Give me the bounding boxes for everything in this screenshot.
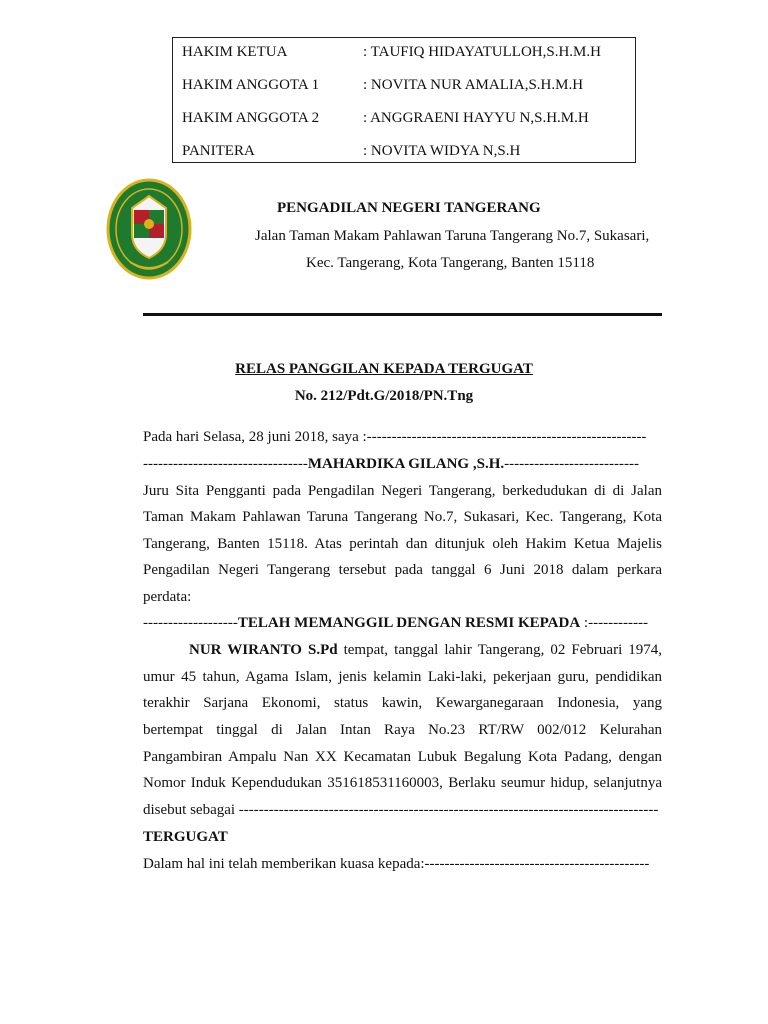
judge-role: PANITERA <box>182 143 255 159</box>
summon-heading: TELAH MEMANGGIL DENGAN RESMI KEPADA <box>237 615 581 631</box>
paragraph-line: terakhir Sarjana Ekonomi, status kawin, Kewarganegaraan Indonesia, yang <box>143 695 662 711</box>
judge-role: HAKIM ANGGOTA 1 <box>182 77 320 93</box>
defendant-details: tempat, tanggal lahir Tangerang, 02 Februari 1974, <box>337 642 662 658</box>
court-name: PENGADILAN NEGERI TANGERANG <box>277 200 541 216</box>
tergugat-label: TERGUGAT <box>143 829 228 845</box>
paragraph-line: bertempat tinggal di Jalan Intan Raya No.23 RT/RW 002/012 Kelurahan <box>143 722 662 738</box>
paragraph-line: disebut sebagai ------------------------------------------------------------------------------------ <box>143 802 659 818</box>
defendant-name: NUR WIRANTO S.Pd <box>189 642 338 658</box>
paragraph-line: Nomor Induk Kependudukan 351618531160003, Berlaku seumur hidup, selanjutnya <box>143 775 662 791</box>
court-address-line2: Kec. Tangerang, Kota Tangerang, Banten 15118 <box>306 255 595 271</box>
dash-fill: --------------------------- <box>504 456 639 472</box>
judge-name: : NOVITA NUR AMALIA,S.H.M.H <box>363 77 584 93</box>
paragraph-line: Taman Makam Pahlawan Taruna Tangerang No.7, Sukasari, Kec. Tangerang, Kota <box>143 509 662 525</box>
judge-name: : NOVITA WIDYA N,S.H <box>363 143 521 159</box>
paragraph-line: umur 45 tahun, Agama Islam, jenis kelamin Laki-laki, pekerjaan guru, pendidikan <box>143 669 662 685</box>
summon-line <box>143 612 662 634</box>
judges-panel <box>172 37 636 163</box>
judge-name: : ANGGRAENI HAYYU N,S.H.M.H <box>363 110 589 126</box>
dash-fill: ------------------- <box>143 615 238 631</box>
judge-role: HAKIM ANGGOTA 2 <box>182 110 320 126</box>
court-emblem-icon <box>106 178 192 280</box>
judge-name: : TAUFIQ HIDAYATULLOH,S.H.M.H <box>363 44 601 60</box>
opening-line: Pada hari Selasa, 28 juni 2018, saya :-------------------------------------------------------- <box>143 429 647 445</box>
dash-fill: --------------------------------- <box>143 456 308 472</box>
paragraph-line: Juru Sita Pengganti pada Pengadilan Negeri Tangerang, berkedudukan di di Jalan <box>143 483 662 499</box>
defendant-line <box>189 639 662 661</box>
court-address-line1: Jalan Taman Makam Pahlawan Taruna Tangerang No.7, Sukasari, <box>255 228 650 244</box>
dash-fill: :------------ <box>580 615 649 631</box>
paragraph-line: perdata: <box>143 589 192 605</box>
document-title: RELAS PANGGILAN KEPADA TERGUGAT <box>235 361 533 377</box>
power-of-attorney-line: Dalam hal ini telah memberikan kuasa kepada:--------------------------------------------- <box>143 856 650 872</box>
paragraph-line: Pangambiran Ampalu Nan XX Kecamatan Lubuk Begalung Kota Padang, dengan <box>143 749 662 765</box>
judge-role: HAKIM KETUA <box>182 44 288 60</box>
bailiff-line <box>143 453 662 475</box>
bailiff-name: MAHARDIKA GILANG ,S.H. <box>307 456 505 472</box>
paragraph-line: Pengadilan Negeri Tangerang tersebut pada tanggal 6 Juni 2018 dalam perkara <box>143 562 662 578</box>
case-number: No. 212/Pdt.G/2018/PN.Tng <box>294 388 474 404</box>
header-divider <box>143 313 662 316</box>
paragraph-line: Tangerang, Banten 15118. Atas perintah dan ditunjuk oleh Hakim Ketua Majelis <box>143 536 662 552</box>
